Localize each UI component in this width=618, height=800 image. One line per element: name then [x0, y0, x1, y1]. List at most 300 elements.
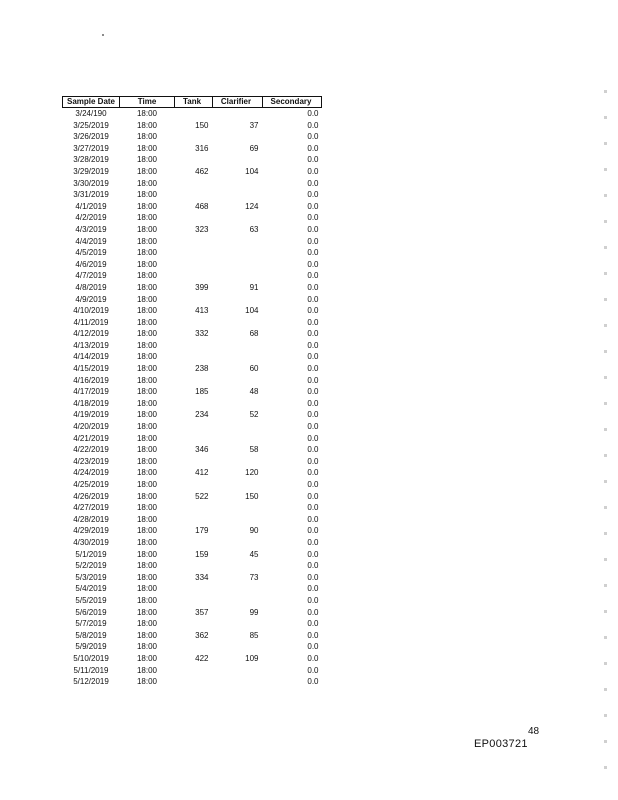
table-row — [63, 421, 322, 433]
cell-secondary: 0.0 — [307, 201, 319, 211]
table-row — [63, 224, 322, 236]
cell-date: 4/29/2019 — [73, 526, 109, 536]
cell-time: 18:00 — [136, 422, 158, 432]
cell-secondary: 0.0 — [307, 166, 319, 176]
cell-clarifier: 52 — [249, 410, 259, 420]
cell-clarifier: 63 — [249, 224, 259, 234]
cell-tank — [175, 421, 213, 433]
table-row — [63, 607, 322, 619]
cell-secondary: 0.0 — [307, 236, 319, 246]
cell-date: 4/16/2019 — [73, 375, 109, 385]
table-row — [63, 491, 322, 503]
header-tank: Tank — [175, 97, 213, 108]
cell-clarifier — [213, 560, 263, 572]
cell-time: 18:00 — [136, 619, 158, 629]
table-body — [63, 108, 322, 688]
cell-tank: 316 — [195, 143, 209, 153]
cell-tank: 346 — [195, 445, 209, 455]
cell-clarifier: 68 — [249, 329, 259, 339]
cell-tank — [175, 212, 213, 224]
cell-clarifier: 104 — [245, 306, 259, 316]
cell-time: 18:00 — [136, 155, 158, 165]
cell-secondary: 0.0 — [307, 306, 319, 316]
cell-tank: 185 — [195, 387, 209, 397]
cell-time: 18:00 — [136, 306, 158, 316]
cell-secondary: 0.0 — [307, 259, 319, 269]
cell-time: 18:00 — [136, 677, 158, 687]
header-secondary: Secondary — [263, 97, 322, 108]
cell-secondary: 0.0 — [307, 468, 319, 478]
cell-date: 5/12/2019 — [73, 677, 109, 687]
cell-secondary: 0.0 — [307, 653, 319, 663]
cell-date: 4/26/2019 — [73, 491, 109, 501]
cell-time: 18:00 — [136, 178, 158, 188]
cell-time: 18:00 — [136, 549, 158, 559]
cell-date: 4/24/2019 — [73, 468, 109, 478]
cell-date: 4/23/2019 — [73, 456, 109, 466]
cell-tank — [175, 236, 213, 248]
cell-secondary: 0.0 — [307, 595, 319, 605]
cell-time: 18:00 — [136, 364, 158, 374]
cell-secondary: 0.0 — [307, 155, 319, 165]
cell-clarifier: 73 — [249, 572, 259, 582]
cell-time: 18:00 — [136, 109, 158, 118]
cell-secondary: 0.0 — [307, 561, 319, 571]
page-number: 48 — [528, 726, 540, 737]
table-row — [63, 537, 322, 549]
cell-secondary: 0.0 — [307, 491, 319, 501]
cell-time: 18:00 — [136, 329, 158, 339]
cell-date: 4/27/2019 — [73, 503, 109, 513]
cell-date: 4/9/2019 — [75, 294, 107, 304]
cell-secondary: 0.0 — [307, 526, 319, 536]
cell-tank — [175, 502, 213, 514]
cell-secondary: 0.0 — [307, 398, 319, 408]
cell-tank: 422 — [195, 653, 209, 663]
cell-secondary: 0.0 — [307, 514, 319, 524]
table-row — [63, 294, 322, 306]
header-time: Time — [120, 97, 175, 108]
cell-time: 18:00 — [136, 352, 158, 362]
cell-secondary: 0.0 — [307, 549, 319, 559]
cell-date: 4/11/2019 — [73, 317, 109, 327]
table-row — [63, 108, 322, 120]
cell-date: 4/12/2019 — [73, 329, 109, 339]
cell-clarifier — [213, 398, 263, 410]
cell-secondary: 0.0 — [307, 480, 319, 489]
cell-tank: 468 — [195, 201, 209, 211]
cell-clarifier — [213, 421, 263, 433]
cell-date: 3/25/2019 — [73, 120, 109, 130]
sample-data-table — [62, 96, 322, 688]
cell-tank: 179 — [195, 526, 209, 536]
cell-tank — [175, 270, 213, 282]
cell-tank: 362 — [195, 630, 209, 640]
cell-date: 5/8/2019 — [75, 630, 107, 640]
cell-clarifier — [213, 154, 263, 166]
table-row — [63, 653, 322, 665]
table-row — [63, 467, 322, 479]
cell-clarifier: 45 — [249, 549, 259, 559]
cell-time: 18:00 — [136, 630, 158, 640]
cell-tank — [175, 375, 213, 387]
cell-secondary: 0.0 — [307, 445, 319, 455]
cell-time: 18:00 — [136, 398, 158, 408]
cell-clarifier — [213, 212, 263, 224]
cell-date: 4/7/2019 — [75, 271, 107, 281]
table-row — [63, 178, 322, 190]
table-row — [63, 479, 322, 491]
cell-date: 3/29/2019 — [73, 166, 109, 176]
cell-secondary: 0.0 — [307, 584, 319, 594]
cell-clarifier: 124 — [245, 201, 259, 211]
cell-clarifier — [213, 108, 263, 120]
cell-time: 18:00 — [136, 224, 158, 234]
cell-date: 4/4/2019 — [75, 236, 107, 246]
cell-tank — [175, 665, 213, 677]
cell-date: 3/24/190 — [75, 109, 107, 118]
cell-tank: 357 — [195, 607, 209, 617]
cell-tank: 234 — [195, 410, 209, 420]
table-header-row — [63, 97, 322, 108]
cell-time: 18:00 — [136, 665, 158, 675]
cell-date: 4/5/2019 — [75, 248, 107, 258]
cell-secondary: 0.0 — [307, 143, 319, 153]
table-row — [63, 247, 322, 259]
cell-tank: 323 — [195, 224, 209, 234]
cell-secondary: 0.0 — [307, 178, 319, 188]
header-clarifier: Clarifier — [213, 97, 263, 108]
cell-time: 18:00 — [136, 340, 158, 350]
cell-clarifier — [213, 502, 263, 514]
cell-time: 18:00 — [136, 526, 158, 536]
table-row — [63, 259, 322, 271]
cell-date: 4/17/2019 — [73, 387, 109, 397]
cell-tank: 522 — [195, 491, 209, 501]
cell-tank: 412 — [195, 468, 209, 478]
cell-time: 18:00 — [136, 190, 158, 200]
cell-clarifier — [213, 270, 263, 282]
table-row — [63, 595, 322, 607]
cell-clarifier — [213, 537, 263, 549]
cell-clarifier: 90 — [249, 526, 259, 536]
cell-tank — [175, 479, 213, 491]
table-row — [63, 270, 322, 282]
table-row — [63, 560, 322, 572]
cell-secondary: 0.0 — [307, 109, 319, 118]
table-row — [63, 583, 322, 595]
cell-clarifier: 48 — [249, 387, 259, 397]
cell-secondary: 0.0 — [307, 317, 319, 327]
cell-clarifier: 120 — [245, 468, 259, 478]
cell-date: 4/22/2019 — [73, 445, 109, 455]
cell-time: 18:00 — [136, 271, 158, 281]
cell-time: 18:00 — [136, 282, 158, 292]
cell-date: 4/13/2019 — [73, 340, 109, 350]
cell-tank — [175, 351, 213, 363]
cell-time: 18:00 — [136, 607, 158, 617]
cell-time: 18:00 — [136, 595, 158, 605]
cell-clarifier — [213, 189, 263, 201]
table-row — [63, 166, 322, 178]
table-row — [63, 154, 322, 166]
cell-tank — [175, 583, 213, 595]
cell-clarifier — [213, 294, 263, 306]
cell-clarifier — [213, 247, 263, 259]
table-row — [63, 201, 322, 213]
cell-time: 18:00 — [136, 433, 158, 443]
cell-secondary: 0.0 — [307, 537, 319, 547]
cell-time: 18:00 — [136, 387, 158, 397]
cell-clarifier — [213, 178, 263, 190]
cell-time: 18:00 — [136, 514, 158, 524]
table-row — [63, 131, 322, 143]
table-row — [63, 328, 322, 340]
cell-time: 18:00 — [136, 537, 158, 547]
cell-secondary: 0.0 — [307, 271, 319, 281]
cell-time: 18:00 — [136, 491, 158, 501]
cell-clarifier: 91 — [249, 282, 259, 292]
cell-tank: 399 — [195, 282, 209, 292]
cell-time: 18:00 — [136, 561, 158, 571]
cell-time: 18:00 — [136, 503, 158, 513]
cell-date: 5/11/2019 — [73, 665, 109, 675]
cell-date: 3/31/2019 — [73, 190, 109, 200]
cell-clarifier — [213, 351, 263, 363]
table-row — [63, 549, 322, 561]
cell-date: 4/25/2019 — [73, 480, 109, 489]
cell-tank — [175, 537, 213, 549]
cell-clarifier — [213, 340, 263, 352]
cell-clarifier: 58 — [249, 445, 259, 455]
cell-tank: 413 — [195, 306, 209, 316]
cell-tank — [175, 456, 213, 468]
cell-date: 4/8/2019 — [75, 282, 107, 292]
table-row — [63, 305, 322, 317]
cell-date: 4/19/2019 — [73, 410, 109, 420]
cell-tank — [175, 514, 213, 526]
cell-date: 4/20/2019 — [73, 422, 109, 432]
cell-clarifier: 99 — [249, 607, 259, 617]
cell-secondary: 0.0 — [307, 352, 319, 362]
cell-secondary: 0.0 — [307, 213, 319, 223]
cell-secondary: 0.0 — [307, 340, 319, 350]
cell-clarifier — [213, 259, 263, 271]
cell-clarifier: 69 — [249, 143, 259, 153]
cell-date: 5/2/2019 — [75, 561, 107, 571]
cell-clarifier — [213, 317, 263, 329]
cell-date: 5/5/2019 — [75, 595, 107, 605]
cell-secondary: 0.0 — [307, 329, 319, 339]
cell-tank: 150 — [195, 120, 209, 130]
cell-secondary: 0.0 — [307, 224, 319, 234]
cell-tank — [175, 131, 213, 143]
cell-clarifier — [213, 131, 263, 143]
cell-secondary: 0.0 — [307, 120, 319, 130]
cell-tank: 462 — [195, 166, 209, 176]
cell-time: 18:00 — [136, 201, 158, 211]
table-row — [63, 340, 322, 352]
cell-clarifier — [213, 514, 263, 526]
cell-secondary: 0.0 — [307, 294, 319, 304]
cell-date: 4/21/2019 — [73, 433, 109, 443]
cell-time: 18:00 — [136, 294, 158, 304]
cell-clarifier — [213, 456, 263, 468]
cell-tank — [175, 595, 213, 607]
cell-secondary: 0.0 — [307, 456, 319, 466]
cell-time: 18:00 — [136, 456, 158, 466]
document-id: EP003721 — [474, 738, 528, 750]
cell-secondary: 0.0 — [307, 665, 319, 675]
cell-secondary: 0.0 — [307, 572, 319, 582]
cell-clarifier — [213, 595, 263, 607]
cell-tank — [175, 618, 213, 630]
cell-tank — [175, 641, 213, 653]
cell-time: 18:00 — [136, 653, 158, 663]
cell-date: 4/15/2019 — [73, 364, 109, 374]
cell-date: 4/3/2019 — [75, 224, 107, 234]
cell-secondary: 0.0 — [307, 619, 319, 629]
cell-secondary: 0.0 — [307, 375, 319, 385]
cell-tank — [175, 108, 213, 120]
cell-secondary: 0.0 — [307, 282, 319, 292]
cell-secondary: 0.0 — [307, 364, 319, 374]
table-row — [63, 409, 322, 421]
cell-date: 3/28/2019 — [73, 155, 109, 165]
table-row — [63, 572, 322, 584]
cell-clarifier: 150 — [245, 491, 259, 501]
table-row — [63, 143, 322, 155]
table-row — [63, 665, 322, 677]
table-row — [63, 525, 322, 537]
cell-time: 18:00 — [136, 480, 158, 489]
cell-date: 4/30/2019 — [73, 537, 109, 547]
cell-secondary: 0.0 — [307, 607, 319, 617]
table-row — [63, 514, 322, 526]
cell-tank — [175, 247, 213, 259]
cell-tank — [175, 433, 213, 445]
cell-clarifier: 37 — [249, 120, 259, 130]
cell-date: 5/7/2019 — [75, 619, 107, 629]
table-row — [63, 282, 322, 294]
cell-tank: 159 — [195, 549, 209, 559]
cell-clarifier: 109 — [245, 653, 259, 663]
cell-date: 4/1/2019 — [75, 201, 107, 211]
table-row — [63, 502, 322, 514]
cell-tank: 238 — [195, 364, 209, 374]
table-row — [63, 375, 322, 387]
cell-date: 3/27/2019 — [73, 143, 109, 153]
cell-clarifier: 85 — [249, 630, 259, 640]
cell-tank — [175, 294, 213, 306]
cell-time: 18:00 — [136, 259, 158, 269]
cell-date: 5/9/2019 — [75, 642, 107, 652]
cell-clarifier — [213, 433, 263, 445]
cell-date: 4/18/2019 — [73, 398, 109, 408]
cell-tank — [175, 560, 213, 572]
cell-clarifier — [213, 236, 263, 248]
cell-time: 18:00 — [136, 445, 158, 455]
table-row — [63, 630, 322, 642]
cell-secondary: 0.0 — [307, 190, 319, 200]
cell-time: 18:00 — [136, 236, 158, 246]
cell-tank — [175, 178, 213, 190]
header-sample-date: Sample Date — [63, 97, 120, 108]
scan-speck — [102, 34, 104, 36]
cell-tank — [175, 676, 213, 688]
cell-time: 18:00 — [136, 468, 158, 478]
cell-tank — [175, 340, 213, 352]
cell-date: 5/3/2019 — [75, 572, 107, 582]
cell-clarifier — [213, 375, 263, 387]
table-row — [63, 444, 322, 456]
cell-time: 18:00 — [136, 375, 158, 385]
cell-secondary: 0.0 — [307, 387, 319, 397]
cell-date: 4/10/2019 — [73, 306, 109, 316]
cell-date: 5/4/2019 — [75, 584, 107, 594]
cell-date: 5/1/2019 — [75, 549, 107, 559]
cell-secondary: 0.0 — [307, 642, 319, 652]
table-row — [63, 189, 322, 201]
cell-secondary: 0.0 — [307, 433, 319, 443]
cell-time: 18:00 — [136, 120, 158, 130]
cell-time: 18:00 — [136, 572, 158, 582]
cell-tank — [175, 317, 213, 329]
cell-tank — [175, 398, 213, 410]
cell-date: 5/10/2019 — [73, 653, 109, 663]
cell-time: 18:00 — [136, 166, 158, 176]
cell-date: 4/28/2019 — [73, 514, 109, 524]
cell-date: 3/30/2019 — [73, 178, 109, 188]
table-row — [63, 676, 322, 688]
cell-time: 18:00 — [136, 584, 158, 594]
table-row — [63, 386, 322, 398]
table-row — [63, 317, 322, 329]
cell-clarifier — [213, 665, 263, 677]
cell-secondary: 0.0 — [307, 422, 319, 432]
cell-secondary: 0.0 — [307, 503, 319, 513]
cell-time: 18:00 — [136, 248, 158, 258]
scan-edge-marks — [604, 90, 607, 780]
cell-secondary: 0.0 — [307, 630, 319, 640]
cell-tank: 332 — [195, 329, 209, 339]
table-row — [63, 433, 322, 445]
cell-time: 18:00 — [136, 410, 158, 420]
cell-time: 18:00 — [136, 143, 158, 153]
table-row — [63, 212, 322, 224]
cell-secondary: 0.0 — [307, 677, 319, 687]
cell-time: 18:00 — [136, 213, 158, 223]
cell-time: 18:00 — [136, 317, 158, 327]
cell-date: 4/6/2019 — [75, 259, 107, 269]
table-row — [63, 618, 322, 630]
cell-clarifier — [213, 676, 263, 688]
cell-date: 5/6/2019 — [75, 607, 107, 617]
cell-clarifier: 60 — [249, 364, 259, 374]
cell-tank — [175, 189, 213, 201]
cell-time: 18:00 — [136, 132, 158, 142]
cell-tank: 334 — [195, 572, 209, 582]
cell-clarifier: 104 — [245, 166, 259, 176]
cell-clarifier — [213, 641, 263, 653]
cell-clarifier — [213, 583, 263, 595]
cell-date: 4/14/2019 — [73, 352, 109, 362]
table-row — [63, 398, 322, 410]
cell-secondary: 0.0 — [307, 410, 319, 420]
table-row — [63, 120, 322, 132]
table-row — [63, 641, 322, 653]
table-row — [63, 351, 322, 363]
